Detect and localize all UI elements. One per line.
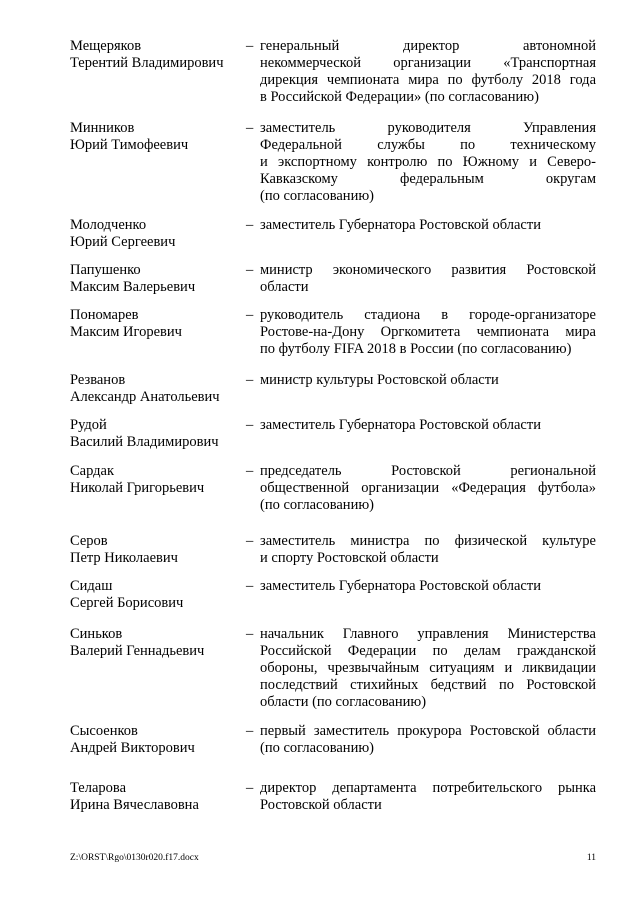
member-surname: Синьков <box>70 626 123 642</box>
member-given-names: Сергей Борисович <box>70 595 184 611</box>
position-line: последствий стихийных бедствий по Ростовской <box>260 677 596 693</box>
position-line: заместитель Губернатора Ростовской области <box>260 217 541 233</box>
member-position <box>260 578 596 595</box>
member-surname: Минников <box>70 120 135 136</box>
dash-separator: – <box>246 626 254 642</box>
dash-separator: – <box>246 262 254 278</box>
member-position <box>260 533 596 567</box>
member-surname: Папушенко <box>70 262 141 278</box>
dash-separator: – <box>246 533 254 549</box>
member-surname: Сардак <box>70 463 115 479</box>
position-line: председатель Ростовской региональной <box>260 463 596 479</box>
member-position <box>260 463 596 514</box>
page-number: 11 <box>586 853 596 863</box>
position-line: Кавказскому федеральным округам <box>260 171 596 187</box>
member-position <box>260 626 596 711</box>
member-name <box>70 307 240 341</box>
position-line: Ростове-на-Дону Оргкомитета чемпионата мира <box>260 324 596 340</box>
dash-separator: – <box>246 463 254 479</box>
file-path: Z:\ORST\Rgo\0130r020.f17.docx <box>70 853 199 863</box>
position-line: руководитель стадиона в городе-организаторе <box>260 307 596 323</box>
member-name <box>70 262 240 296</box>
dash-separator: – <box>246 723 254 739</box>
member-given-names: Валерий Геннадьевич <box>70 643 205 659</box>
dash-separator: – <box>246 120 254 136</box>
member-given-names: Юрий Сергеевич <box>70 234 176 250</box>
member-surname: Теларова <box>70 780 127 796</box>
dash-separator: – <box>246 578 254 594</box>
position-line: по футболу FIFA 2018 в России (по согласованию) <box>260 341 572 357</box>
position-line: (по согласованию) <box>260 188 374 204</box>
member-name <box>70 38 240 72</box>
position-line: Федеральной службы по техническому <box>260 137 596 153</box>
member-position <box>260 372 596 389</box>
dash-separator: – <box>246 307 254 323</box>
member-given-names: Терентий Владимирович <box>70 55 224 71</box>
member-name <box>70 626 240 660</box>
position-line: начальник Главного управления Министерства <box>260 626 596 642</box>
member-name <box>70 417 240 451</box>
position-line: заместитель руководителя Управления <box>260 120 596 136</box>
dash-separator: – <box>246 372 254 388</box>
position-line: министр экономического развития Ростовской <box>260 262 596 278</box>
member-name <box>70 463 240 497</box>
member-given-names: Максим Игоревич <box>70 324 182 340</box>
position-line: области <box>260 279 309 295</box>
member-surname: Сысоенков <box>70 723 138 739</box>
member-position <box>260 120 596 205</box>
member-position <box>260 38 596 106</box>
position-line: и спорту Ростовской области <box>260 550 439 566</box>
member-given-names: Александр Анатольевич <box>70 389 220 405</box>
position-line: области (по согласованию) <box>260 694 427 710</box>
member-surname: Пономарев <box>70 307 139 323</box>
position-line: заместитель Губернатора Ростовской области <box>260 417 541 433</box>
member-given-names: Максим Валерьевич <box>70 279 196 295</box>
position-line: директор департамента потребительского рынка <box>260 780 596 796</box>
member-given-names: Юрий Тимофеевич <box>70 137 189 153</box>
member-name <box>70 533 240 567</box>
position-line: некоммерческой организации «Транспортная <box>260 55 596 71</box>
position-line: заместитель Губернатора Ростовской области <box>260 578 541 594</box>
dash-separator: – <box>246 217 254 233</box>
dash-separator: – <box>246 38 254 54</box>
dash-separator: – <box>246 417 254 433</box>
position-line: дирекция чемпионата мира по футболу 2018 года <box>260 72 596 88</box>
member-position <box>260 262 596 296</box>
member-name <box>70 217 240 251</box>
member-name <box>70 372 240 406</box>
member-surname: Сидаш <box>70 578 113 594</box>
dash-separator: – <box>246 780 254 796</box>
member-position <box>260 217 596 234</box>
member-given-names: Андрей Викторович <box>70 740 195 756</box>
member-given-names: Николай Григорьевич <box>70 480 205 496</box>
position-line: в Российской Федерации» (по согласованию) <box>260 89 539 105</box>
member-given-names: Петр Николаевич <box>70 550 178 566</box>
member-surname: Мещеряков <box>70 38 142 54</box>
position-line: (по согласованию) <box>260 497 374 513</box>
member-name <box>70 578 240 612</box>
member-given-names: Ирина Вячеславовна <box>70 797 199 813</box>
member-name <box>70 120 240 154</box>
member-surname: Молодченко <box>70 217 147 233</box>
member-surname: Резванов <box>70 372 126 388</box>
position-line: и экспортному контролю по Южному и Северо- <box>260 154 596 170</box>
member-surname: Серов <box>70 533 108 549</box>
position-line: обороны, чрезвычайным ситуациям и ликвидации <box>260 660 596 676</box>
member-position <box>260 723 596 757</box>
position-line: Российской Федерации по делам гражданской <box>260 643 596 659</box>
position-line: генеральный директор автономной <box>260 38 596 54</box>
position-line: министр культуры Ростовской области <box>260 372 499 388</box>
member-position <box>260 417 596 434</box>
position-line: общественной организации «Федерация футбола» <box>260 480 596 496</box>
member-name <box>70 723 240 757</box>
position-line: Ростовской области <box>260 797 382 813</box>
position-line: (по согласованию) <box>260 740 374 756</box>
member-surname: Рудой <box>70 417 107 433</box>
position-line: заместитель министра по физической культуре <box>260 533 596 549</box>
member-position <box>260 780 596 814</box>
member-given-names: Василий Владимирович <box>70 434 219 450</box>
member-position <box>260 307 596 358</box>
position-line: первый заместитель прокурора Ростовской области <box>260 723 596 739</box>
member-name <box>70 780 240 814</box>
